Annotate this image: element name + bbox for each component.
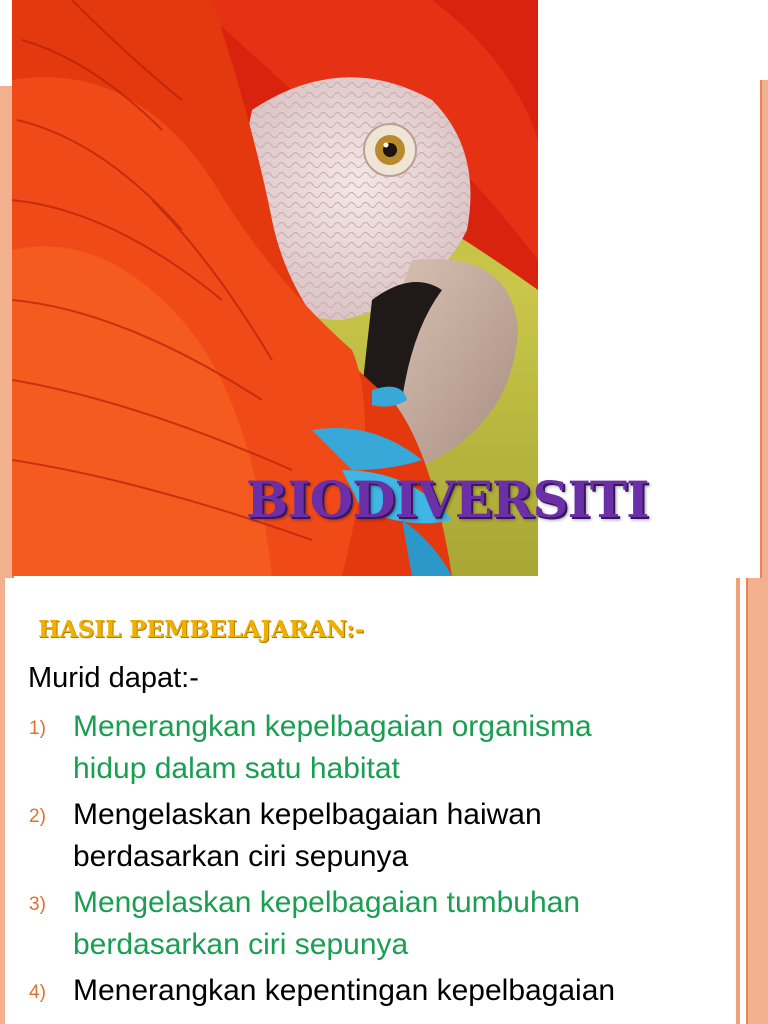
- slide-title: BIODIVERSITI: [246, 470, 649, 529]
- slide-border-right-outer: [746, 578, 768, 1024]
- list-number: 2): [29, 806, 46, 827]
- list-text-line: hidup dalam satu habitat: [73, 752, 400, 785]
- section-heading: HASIL PEMBELAJARAN:-: [38, 616, 365, 643]
- list-number: 1): [29, 718, 46, 739]
- list-text: [73, 706, 733, 790]
- list-text-line: berdasarkan ciri sepunya: [73, 840, 409, 873]
- list-text: [73, 970, 733, 1012]
- list-text: [73, 882, 733, 966]
- intro-text: Murid dapat:-: [28, 662, 199, 694]
- slide-border-right-inner: [736, 578, 740, 1024]
- list-text-line: Mengelaskan kepelbagaian tumbuhan: [73, 886, 581, 919]
- list-text: [73, 794, 733, 878]
- objectives-slide: [0, 578, 768, 1024]
- slide-border-right: [760, 80, 768, 578]
- list-text-line: Menerangkan kepentingan kepelbagaian: [73, 974, 616, 1007]
- list-number: 4): [29, 982, 46, 1003]
- list-text-line: berdasarkan ciri sepunya: [73, 928, 409, 961]
- list-number: 3): [29, 894, 46, 915]
- list-text-line: Menerangkan kepelbagaian organisma: [73, 710, 592, 743]
- slide-border-left: [0, 578, 5, 1024]
- list-text-line: Mengelaskan kepelbagaian haiwan: [73, 798, 542, 831]
